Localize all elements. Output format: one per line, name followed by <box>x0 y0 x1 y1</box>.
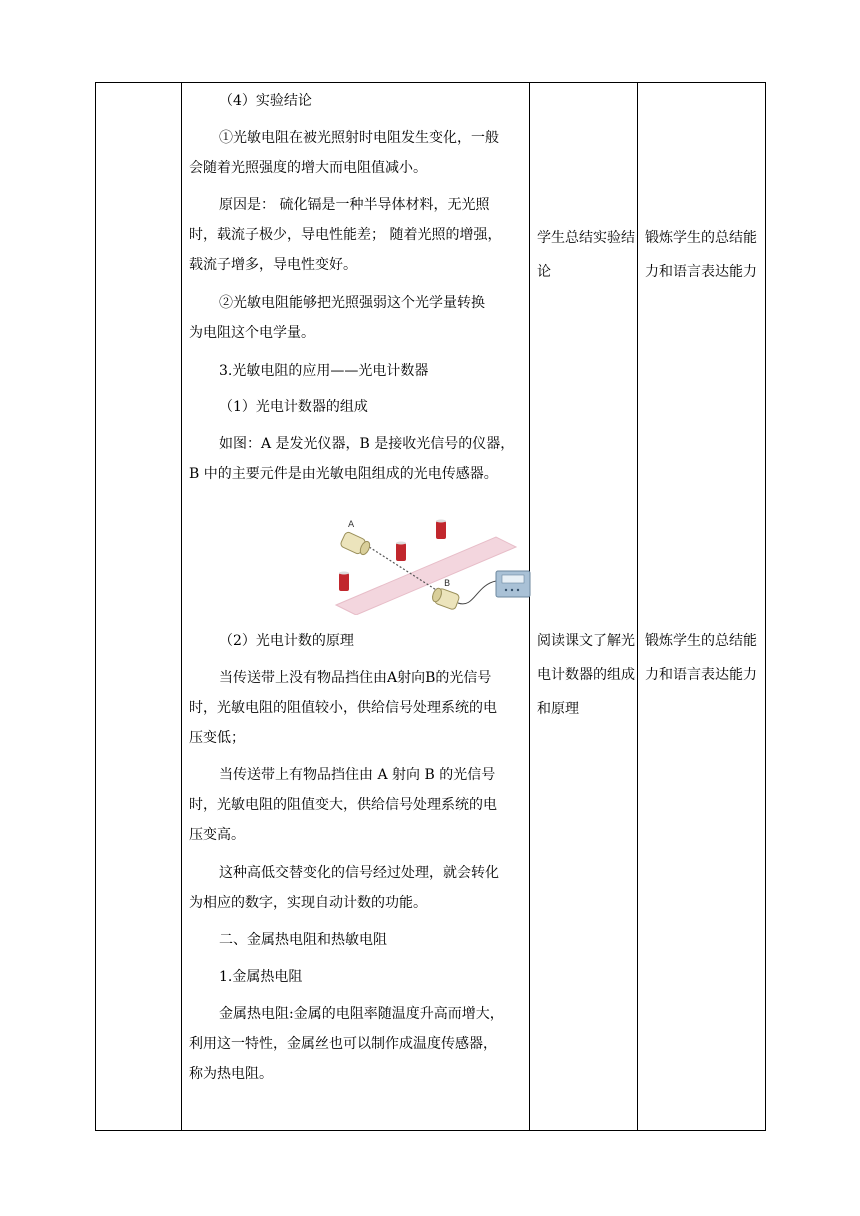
reason-line: 原因是： 硫化镉是一种半导体材料，无光照 <box>219 197 490 213</box>
section-two-heading: 二、金属热电阻和热敏电阻 <box>219 932 387 948</box>
soda-can <box>436 520 446 540</box>
signal-cable <box>458 581 496 604</box>
student-activity-text: 学生总结实验结论 <box>537 230 635 280</box>
soda-can <box>339 572 349 592</box>
column-divider <box>181 83 182 1130</box>
alternating-signal-line: 为相应的数字，实现自动计数的功能。 <box>189 895 427 911</box>
metal-resistor-line: 金属热电阻:金属的电阻率随温度升高而增大， <box>219 1006 504 1022</box>
metal-resistor-heading: 1.金属热电阻 <box>219 969 303 985</box>
reason-line: 时，载流子极少，导电性能差； 随着光照的增强， <box>189 227 502 243</box>
label-a: A <box>348 520 355 530</box>
principle-1-line: 时，光敏电阻的阻值较小，供给信号处理系统的电 <box>189 700 497 716</box>
conclusion-2-line: ②光敏电阻能够把光照强弱这个光学量转换 <box>219 295 485 311</box>
light-receiver-b <box>431 587 460 610</box>
reason-line: 载流子增多，导电性变好。 <box>189 257 357 273</box>
soda-can <box>396 542 406 562</box>
photoelectric-counter-figure <box>326 515 536 615</box>
conclusion-1-line: 会随着光照强度的增大而电阻值减小。 <box>189 160 427 176</box>
composition-line: 如图：A 是发光仪器，B 是接收光信号的仪器， <box>219 436 515 452</box>
metal-resistor-line: 利用这一特性，金属丝也可以制作成温度传感器， <box>189 1036 497 1052</box>
principle-2-line: 时，光敏电阻的阻值变大，供给信号处理系统的电 <box>189 797 497 813</box>
principle-2-line: 当传送带上有物品挡住由 A 射向 B 的光信号 <box>219 767 496 783</box>
design-intent-text: 锻炼学生的总结能力和语言表达能力 <box>645 633 757 683</box>
principle-heading: （2）光电计数的原理 <box>219 633 354 649</box>
label-b: B <box>444 579 451 589</box>
composition-heading: （1）光电计数器的组成 <box>219 399 368 415</box>
conclusion-heading: （4）实验结论 <box>219 93 312 109</box>
principle-2-line: 压变高。 <box>189 827 245 843</box>
principle-1-line: 当传送带上没有物品挡住由A射向B的光信号 <box>219 670 492 686</box>
conclusion-2-line: 为电阻这个电学量。 <box>189 325 315 341</box>
column-divider <box>637 83 638 1130</box>
conclusion-1-line: ①光敏电阻在被光照射时电阻发生变化，一般 <box>219 130 499 146</box>
metal-resistor-line: 称为热电阻。 <box>189 1066 273 1082</box>
design-intent-text: 锻炼学生的总结能力和语言表达能力 <box>645 230 757 280</box>
counter-device <box>496 571 530 597</box>
application-heading: 3.光敏电阻的应用——光电计数器 <box>219 363 429 379</box>
principle-1-line: 压变低； <box>189 730 245 746</box>
alternating-signal-line: 这种高低交替变化的信号经过处理，就会转化 <box>219 865 499 881</box>
composition-line: B 中的主要元件是由光敏电阻组成的光电传感器。 <box>189 466 498 482</box>
student-activity-text: 阅读课文了解光电计数器的组成和原理 <box>537 633 635 717</box>
light-emitter-a <box>340 531 372 556</box>
lesson-table <box>95 82 766 1131</box>
